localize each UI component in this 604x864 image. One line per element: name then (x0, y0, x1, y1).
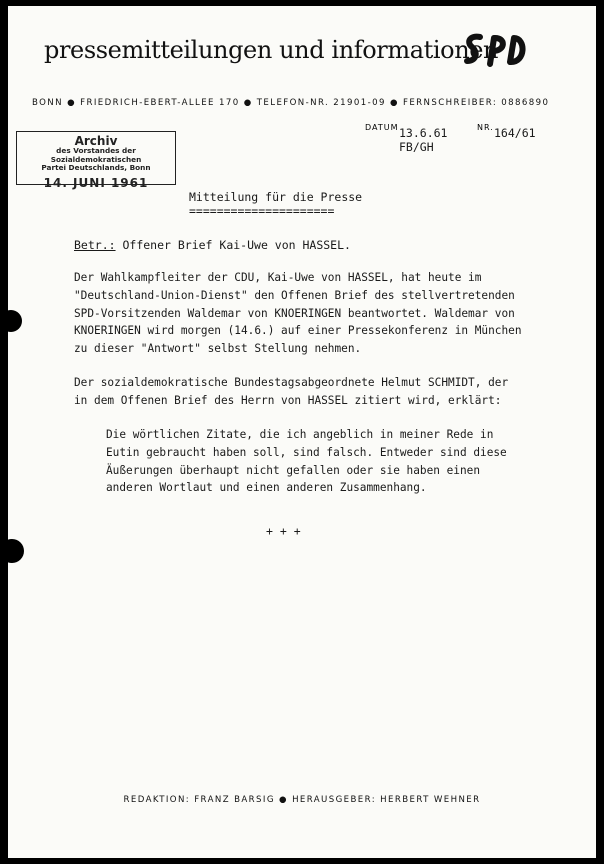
paragraph-1: Der Wahlkampfleiter der CDU, Kai-Uwe von HASSEL, hat heute im "Deutschland-Union-Dienst" den Offenen Brief des stellvertretenden SPD-Vorsitzenden Waldemar von KNOERINGEN beantwortet. Waldemar von KNOERINGEN wird morgen (14.6.) auf einer Pressekonferenz in München zu dieser "Antwort" selbst Stellung nehmen. (74, 271, 522, 356)
subject-text: Offener Brief Kai-Uwe von HASSEL. (115, 238, 351, 252)
archive-stamp (16, 131, 176, 190)
stamp-line-1: des Vorstandes der Sozialdemokratischen (50, 146, 142, 164)
letterhead-footer: REDAKTION: FRANZ BARSIG ● HERAUSGEBER: HERBERT WEHNER (123, 795, 481, 805)
datum-value: 13.6.61 (399, 126, 448, 140)
stamp-line-2: Partei Deutschlands, Bonn (41, 163, 151, 172)
nr-value: 164/61 (494, 126, 536, 140)
nr-label: NR. (477, 123, 494, 132)
author-initials: FB/GH (399, 140, 434, 154)
subject-line (74, 238, 351, 252)
document-heading: Mitteilung für die Presse (189, 190, 363, 204)
subject-label: Betr.: (74, 238, 116, 252)
quote-paragraph: Die wörtlichen Zitate, die ich angeblich in meiner Rede in Eutin gebraucht haben soll, sind falsch. Entweder sind diese Äußerungen überhaupt nicht gefallen oder sie haben einen anderen Wortlaut und einen anderen Zusammenhang. (106, 428, 507, 495)
letterhead-address: BONN ● FRIEDRICH-EBERT-ALLEE 170 ● TELEFON-NR. 21901-09 ● FERNSCHREIBER: 0886890 (32, 98, 550, 108)
document-page (8, 6, 596, 858)
punch-hole-top (8, 310, 22, 332)
paragraph-2: Der sozialdemokratische Bundestagsabgeordnete Helmut SCHMIDT, der in dem Offenen Brief des Herrn von HASSEL zitiert wird, erklärt: (74, 376, 509, 407)
letterhead-title: pressemitteilungen und informationen (44, 36, 499, 64)
end-mark: + + + (266, 524, 301, 538)
spd-logo (460, 28, 530, 74)
punch-hole-bottom (8, 539, 24, 563)
stamp-title: Archiv (74, 134, 118, 148)
heading-underline: ===================== (189, 204, 335, 218)
stamp-date: 14. JUNI 1961 (43, 175, 149, 190)
datum-label: DATUM (365, 123, 399, 132)
